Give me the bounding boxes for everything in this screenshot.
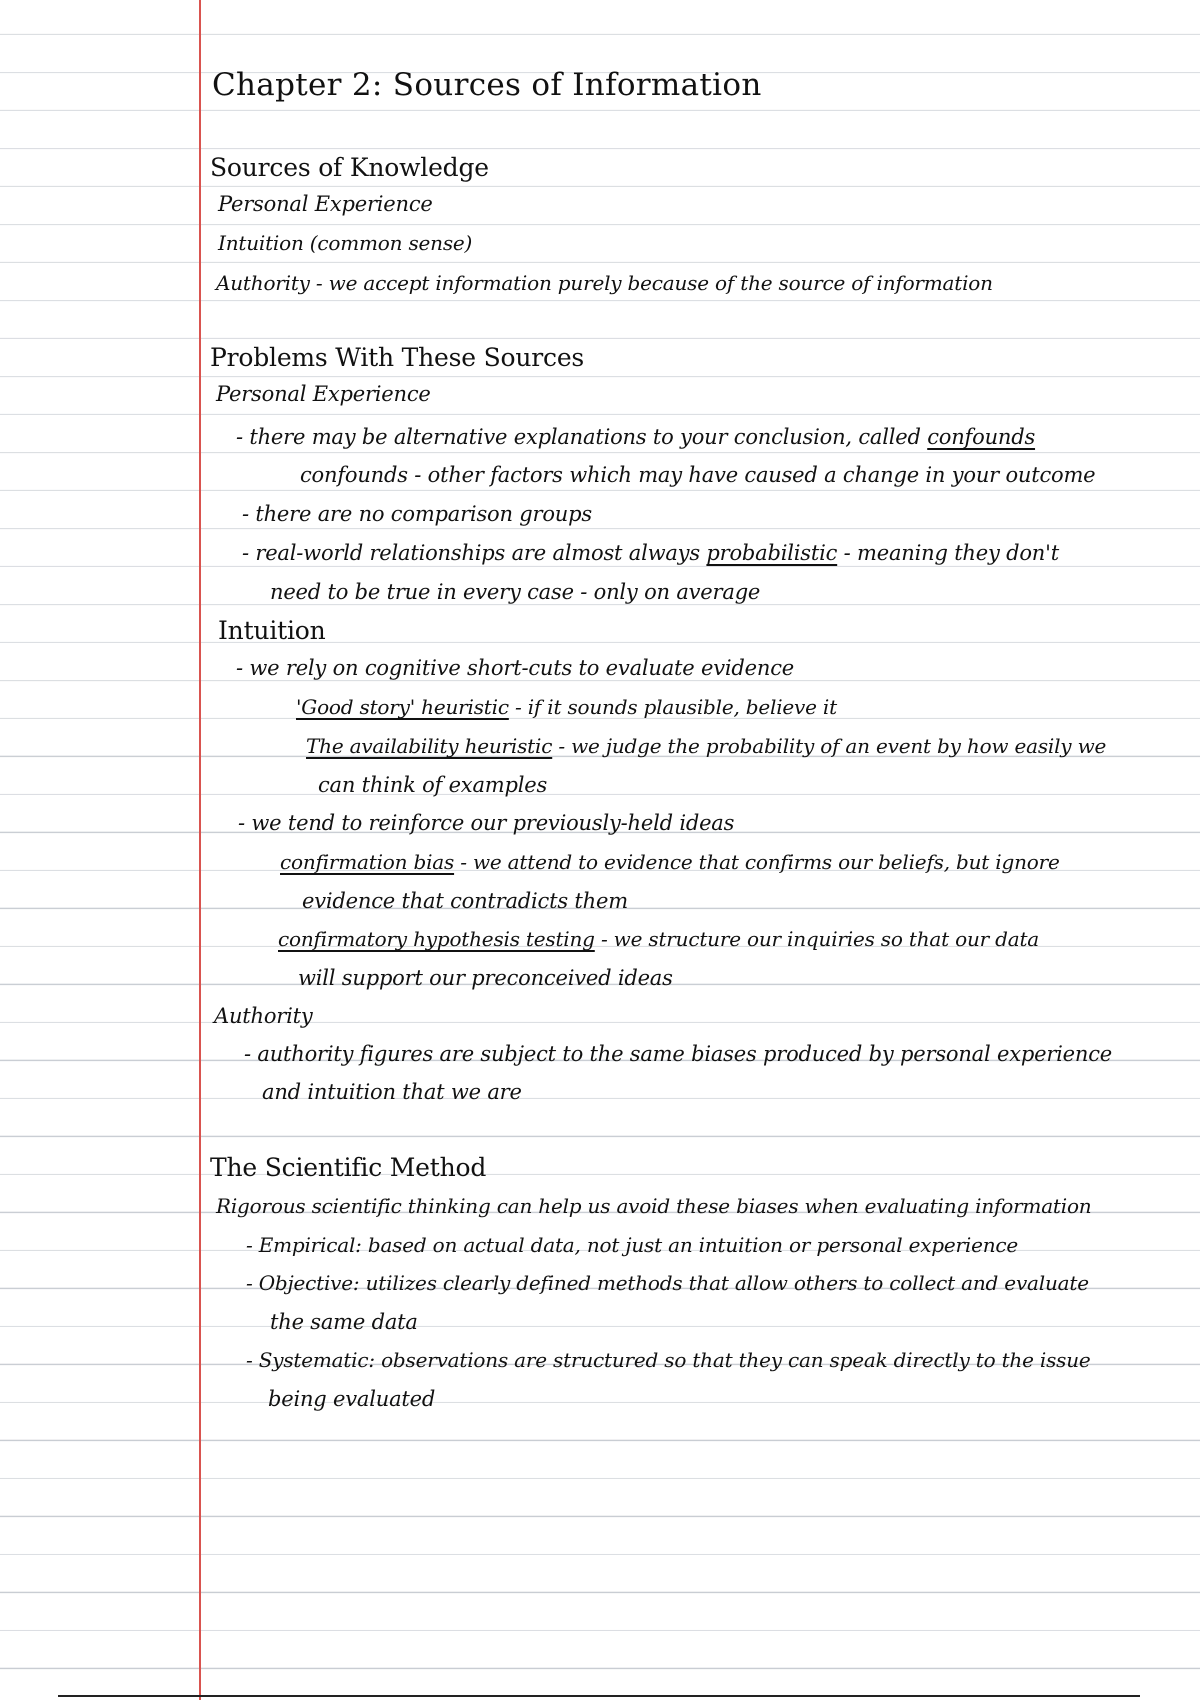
- bottom-rule: [58, 1695, 1140, 1697]
- underlined-term: confirmation bias: [280, 850, 455, 874]
- margin-line: [199, 0, 201, 1700]
- underlined-term: probabilistic: [706, 541, 838, 565]
- note-line: [278, 929, 1039, 949]
- note-line: - we tend to reinforce our previously-held ideas: [238, 811, 735, 835]
- note-text: - there may be alternative explanations to your conclusion, called: [236, 425, 921, 449]
- note-line: - Objective: utilizes clearly defined methods that allow others to collect and evaluate: [246, 1271, 1089, 1295]
- note-text: - real-world relationships are almost always: [242, 541, 700, 565]
- underlined-term: confirmatory hypothesis testing: [278, 927, 595, 951]
- underlined-term: confounds: [927, 425, 1036, 449]
- underlined-term: The availability heuristic: [306, 734, 553, 758]
- note-text: - we attend to evidence that confirms our beliefs, but ignore: [460, 850, 1060, 874]
- note-line: can think of examples: [318, 773, 548, 797]
- note-line: Rigorous scientific thinking can help us avoid these biases when evaluating information: [216, 1194, 1092, 1218]
- note-line: being evaluated: [268, 1387, 436, 1411]
- note-line: [296, 697, 837, 717]
- underlined-term: 'Good story' heuristic: [296, 695, 509, 719]
- note-text: - we judge the probability of an event by how easily we: [558, 734, 1107, 758]
- note-line: and intuition that we are: [262, 1080, 522, 1104]
- note-line: evidence that contradicts them: [302, 889, 628, 913]
- note-line: - we rely on cognitive short-cuts to evaluate evidence: [236, 656, 794, 680]
- note-line: - Systematic: observations are structured so that they can speak directly to the issue: [246, 1348, 1091, 1372]
- authority-label: Authority: [214, 1004, 313, 1028]
- note-line: confounds - other factors which may have caused a change in your outcome: [300, 463, 1096, 487]
- intuition-label: Intuition: [218, 616, 326, 645]
- note-line: [306, 736, 1106, 756]
- note-text: - meaning they don't: [843, 541, 1059, 565]
- source-item: Intuition (common sense): [218, 231, 473, 255]
- note-line: the same data: [270, 1310, 418, 1334]
- sources-heading: Sources of Knowledge: [210, 153, 489, 182]
- note-line: [242, 543, 1059, 564]
- note-line: [280, 852, 1060, 872]
- method-heading: The Scientific Method: [210, 1153, 487, 1182]
- note-line: [236, 427, 1035, 448]
- problems-heading: Problems With These Sources: [210, 343, 585, 372]
- note-text: - we structure our inquiries so that our data: [600, 927, 1040, 951]
- source-item: Authority - we accept information purely because of the source of information: [216, 271, 993, 295]
- note-line: will support our preconceived ideas: [298, 966, 673, 990]
- note-line: - Empirical: based on actual data, not just an intuition or personal experience: [246, 1233, 1019, 1257]
- note-line: need to be true in every case - only on average: [270, 580, 761, 604]
- personal-label: Personal Experience: [216, 382, 431, 406]
- page-title: Chapter 2: Sources of Information: [212, 67, 762, 103]
- source-item: Personal Experience: [218, 192, 433, 216]
- note-line: - authority figures are subject to the same biases produced by personal experience: [244, 1042, 1113, 1066]
- note-line: - there are no comparison groups: [242, 502, 592, 526]
- note-text: - if it sounds plausible, believe it: [515, 695, 837, 719]
